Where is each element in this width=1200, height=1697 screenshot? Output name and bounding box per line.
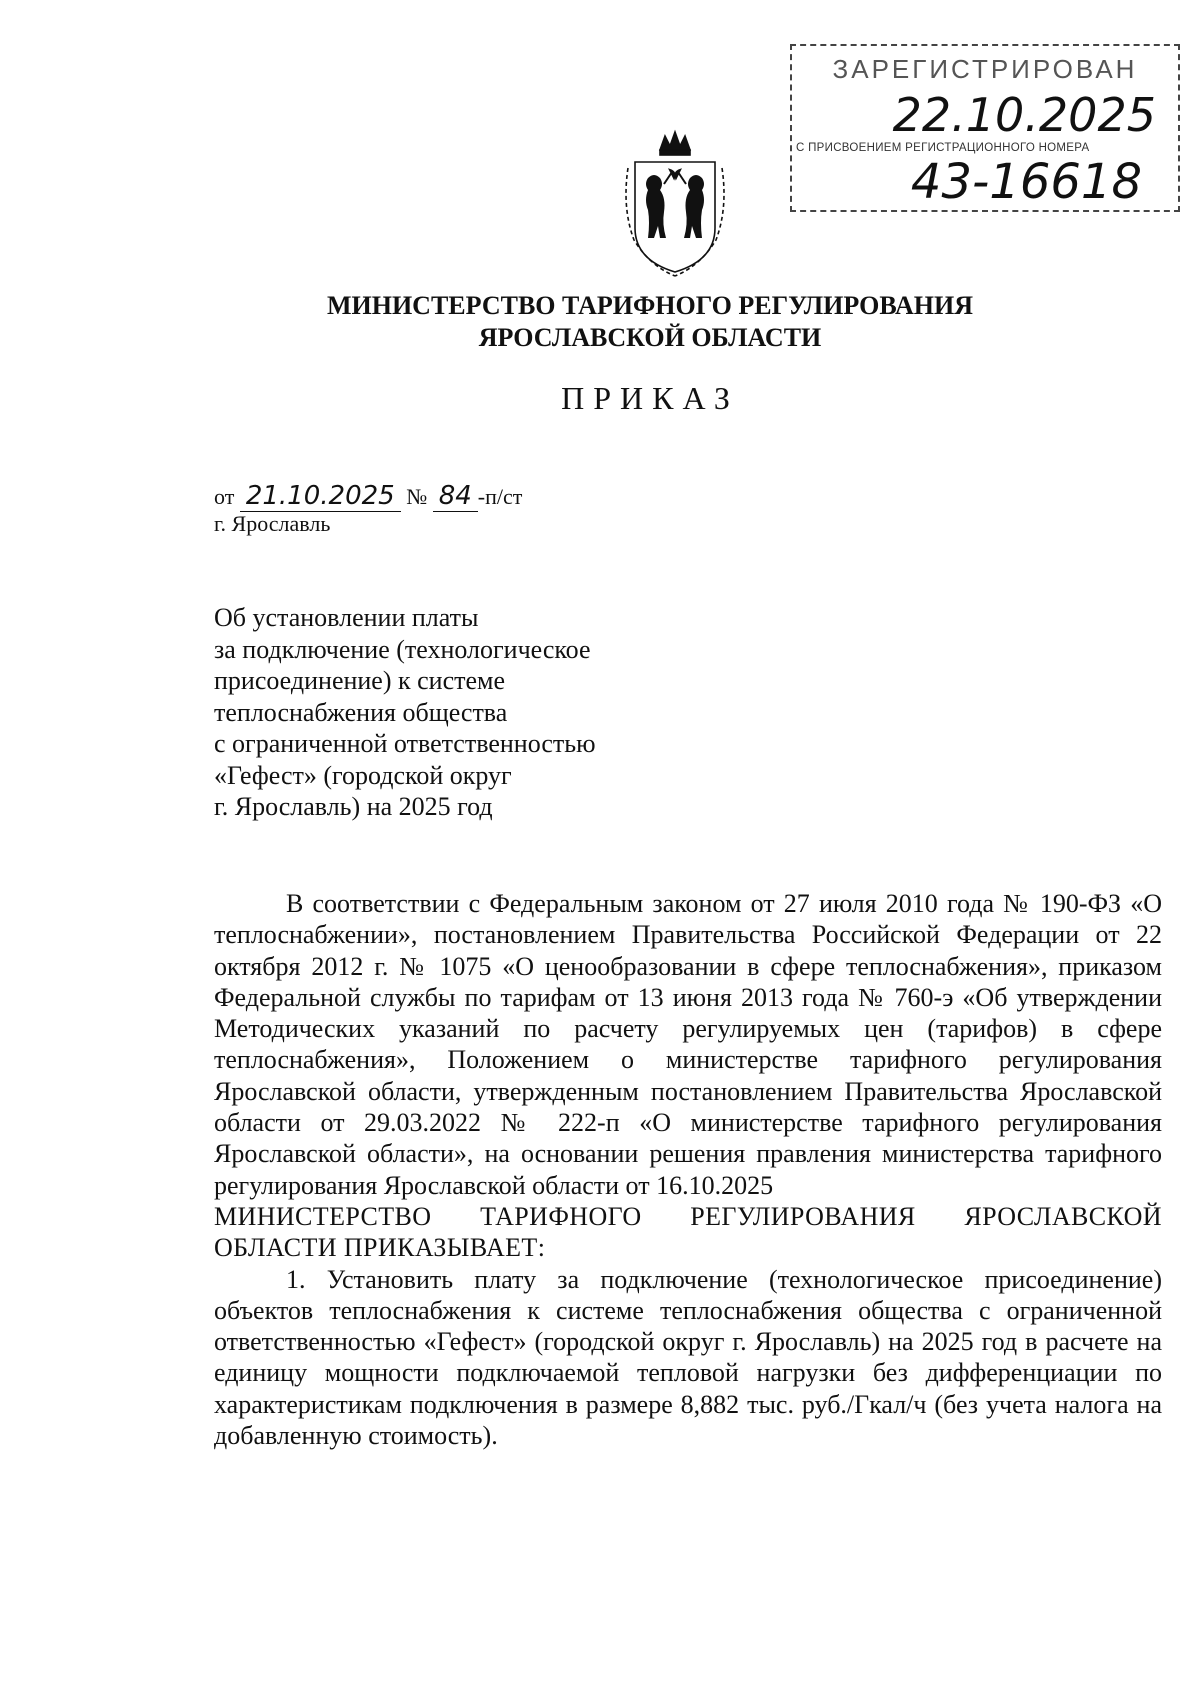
order-details bbox=[214, 481, 522, 511]
order-date: 21.10.2025 bbox=[240, 481, 401, 512]
order-body bbox=[214, 888, 1162, 1451]
order-subject: Об установлении платы за подключение (технологическое присоединение) к системе теплоснабжения общества с ограниченной ответственностью «Гефест» (городской округ г. Ярославль) на 2025 год bbox=[214, 603, 596, 821]
from-label: от bbox=[214, 484, 235, 509]
order-city: г. Ярославль bbox=[214, 511, 331, 536]
stamp-number: 43-16618 bbox=[910, 154, 1142, 210]
stamp-title: ЗАРЕГИСТРИРОВАН bbox=[832, 54, 1138, 84]
stamp-date: 22.10.2025 bbox=[892, 88, 1156, 142]
preamble-paragraph: В соответствии с Федеральным законом от 27 июля 2010 года № 190-ФЗ «О теплоснабжении», постановлением Правительства Российской Федерации от 22 октября 2012 г. № 1075 «О ценообразовании в сфере теплоснабжения», приказом Федеральной службы по тарифам от 13 июня 2013 года № 760-э «Об утверждении Методических указаний по расчету регулируемых цен (тарифов) в сфере теплоснабжения», Положением о министерстве тарифного регулирования Ярославской области, утвержденным постановлением Правительства Ярославской области от 29.03.2022 № 222-п «О министерстве тарифного регулирования Ярославской области», на основании решения правления министерства тарифного регулирования Ярославской области от 16.10.2025 bbox=[214, 889, 1162, 1200]
ministry-line-2: ЯРОСЛАВСКОЙ ОБЛАСТИ bbox=[478, 323, 822, 352]
order-number-suffix: -п/ст bbox=[477, 484, 523, 509]
ministry-line-1: МИНИСТЕРСТВО ТАРИФНОГО РЕГУЛИРОВАНИЯ bbox=[326, 291, 974, 320]
number-label: № bbox=[406, 484, 428, 509]
coat-of-arms-icon bbox=[620, 128, 730, 278]
registration-stamp bbox=[790, 44, 1180, 212]
ministry-name bbox=[0, 290, 1200, 354]
order-number: 84 bbox=[433, 481, 478, 512]
stamp-label: С ПРИСВОЕНИЕМ РЕГИСТРАЦИОННОГО НОМЕРА bbox=[796, 142, 1090, 154]
document-type: ПРИКАЗ bbox=[561, 380, 739, 416]
item-1-paragraph: 1. Установить плату за подключение (технологическое присоединение) объектов теплоснабжения к системе теплоснабжения общества с ограниченной ответственностью «Гефест» (городской округ г. Ярославль) на 2025 год в расчете на единицу мощности подключаемой тепловой нагрузки без дифференциации по характеристикам подключения в размере 8,882 тыс. руб./Гкал/ч (без учета налога на добавленную стоимость). bbox=[214, 1264, 1162, 1451]
decree-paragraph: МИНИСТЕРСТВО ТАРИФНОГО РЕГУЛИРОВАНИЯ ЯРОСЛАВСКОЙ ОБЛАСТИ ПРИКАЗЫВАЕТ: bbox=[214, 1201, 1162, 1263]
